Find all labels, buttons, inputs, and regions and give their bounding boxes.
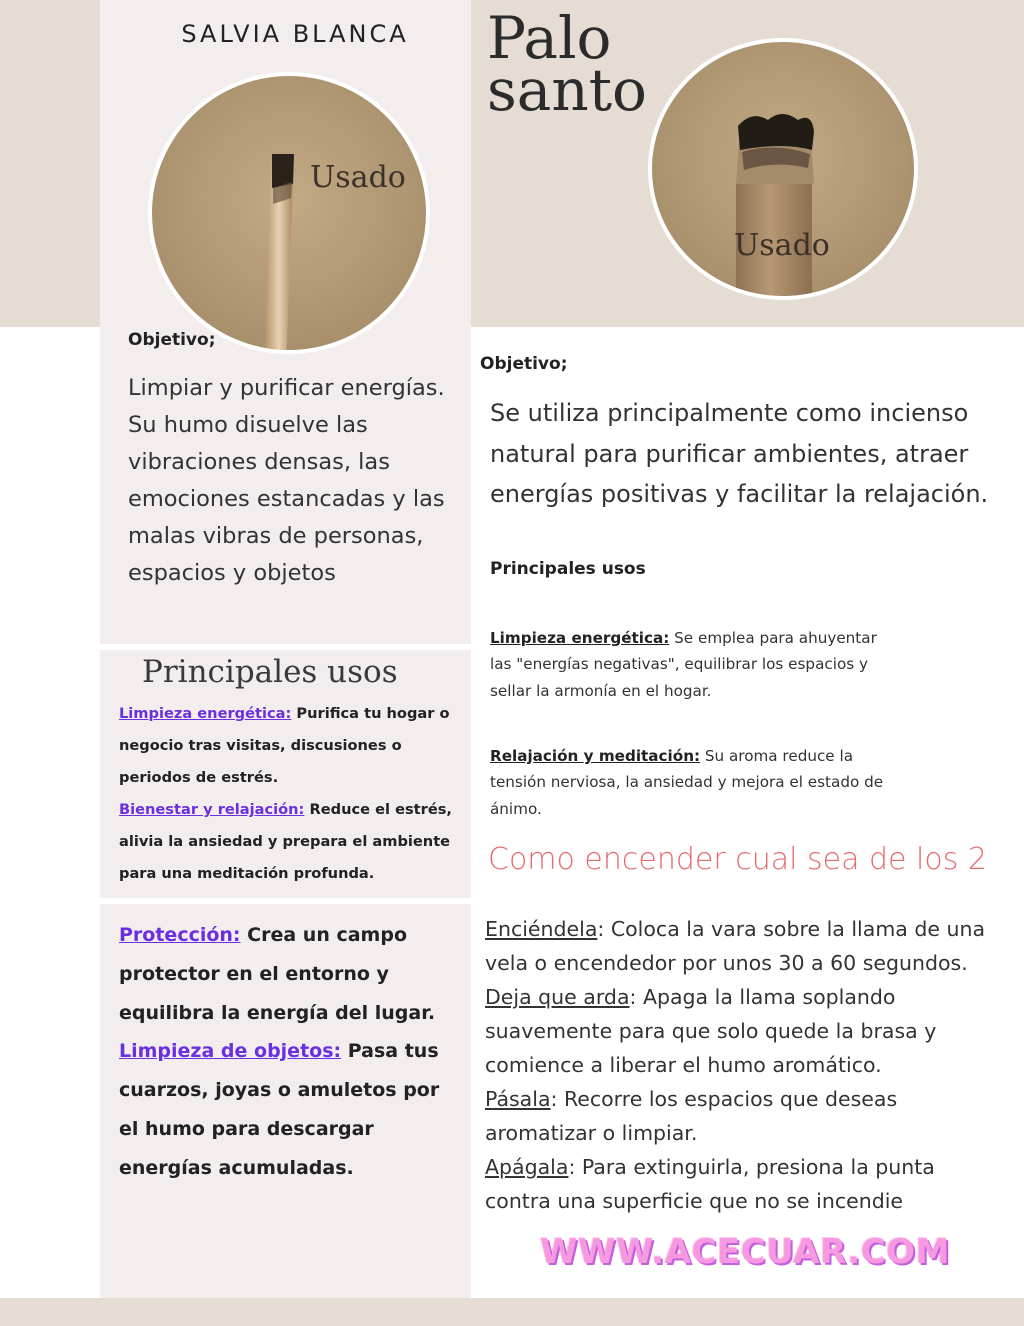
palo-use-text-1: Se emplea para ahuyentar las "energías negativas", equilibrar los espacios y sellar la armonía en el hogar. bbox=[490, 629, 877, 700]
palo-santo-title bbox=[487, 4, 647, 124]
salvia-uses-list bbox=[119, 698, 459, 890]
palo-usado-label: Usado bbox=[734, 228, 830, 263]
salvia-objective-label: Objetivo; bbox=[128, 330, 216, 350]
salvia-use-text-2: Reduce el estrés, alivia la ansiedad y prepara el ambiente para una meditación profunda. bbox=[119, 801, 452, 882]
lighting-heading: Como encender cual sea de los 2 bbox=[488, 842, 987, 877]
palo-use-term-1: Limpieza energética: bbox=[490, 629, 670, 647]
salvia-use-term-1: Limpieza energética: bbox=[119, 705, 292, 722]
website-link[interactable]: WWW.ACECUAR.COM bbox=[540, 1232, 950, 1272]
salvia-uses-more-list bbox=[119, 916, 459, 1188]
salvia-objective-text: Limpiar y purificar energías. Su humo disuelve las vibraciones densas, las emociones estancadas y las malas vibras de personas, espacios y objetos bbox=[128, 375, 445, 586]
step-text-2: : Apaga la llama soplando suavemente para que solo quede la brasa y comience a liberar el humo aromático. bbox=[485, 985, 937, 1077]
step-text-3: : Recorre los espacios que deseas aromatizar o limpiar. bbox=[485, 1087, 898, 1145]
bottom-beige-band bbox=[0, 1298, 1024, 1326]
left-separator-2 bbox=[100, 898, 471, 904]
salvia-title: SALVIA BLANCA bbox=[181, 20, 409, 48]
salvia-usado-label: Usado bbox=[310, 160, 406, 195]
salvia-use-term-4: Limpieza de objetos: bbox=[119, 1040, 342, 1063]
palo-use-term-2: Relajación y meditación: bbox=[490, 747, 701, 765]
salvia-use-term-3: Protección: bbox=[119, 924, 241, 946]
lighting-steps bbox=[485, 912, 1005, 1218]
step-text-1: : Coloca la vara sobre la llama de una vela o encendedor por unos 30 a 60 segundos. bbox=[485, 917, 986, 975]
salvia-use-text-4: Pasa tus cuarzos, joyas o amuletos por el humo para descargar energías acumuladas. bbox=[119, 1040, 440, 1179]
palo-title-line-1: Palo bbox=[487, 4, 612, 72]
burnt-stick-illustration bbox=[152, 76, 430, 354]
step-term-4: Apágala bbox=[485, 1155, 569, 1179]
palo-santo-image bbox=[648, 38, 918, 300]
salvia-uses-title: Principales usos bbox=[142, 654, 398, 690]
step-text-4: : Para extinguirla, presiona la punta contra una superficie que no se incendie bbox=[485, 1155, 935, 1213]
left-separator-1 bbox=[100, 644, 471, 650]
palo-title-line-2: santo bbox=[487, 56, 647, 124]
palo-uses-title: Principales usos bbox=[490, 559, 646, 579]
salvia-use-text-3: Crea un campo protector en el entorno y equilibra la energía del lugar. bbox=[119, 924, 436, 1024]
salvia-use-text-1: Purifica tu hogar o negocio tras visitas, discusiones o periodos de estrés. bbox=[119, 705, 450, 786]
step-term-2: Deja que arda bbox=[485, 985, 630, 1009]
salvia-use-term-2: Bienestar y relajación: bbox=[119, 801, 305, 818]
palo-use-2 bbox=[490, 743, 890, 822]
step-term-1: Enciéndela bbox=[485, 917, 598, 941]
salvia-image bbox=[148, 72, 430, 354]
palo-use-1 bbox=[490, 625, 890, 704]
palo-objective-label: Objetivo; bbox=[480, 354, 568, 374]
step-term-3: Pásala bbox=[485, 1087, 551, 1111]
palo-use-text-2: Su aroma reduce la tensión nerviosa, la ansiedad y mejora el estado de ánimo. bbox=[490, 747, 884, 818]
palo-objective-text: Se utiliza principalmente como incienso natural para purificar ambientes, atraer energías positivas y facilitar la relajación. bbox=[490, 399, 989, 508]
